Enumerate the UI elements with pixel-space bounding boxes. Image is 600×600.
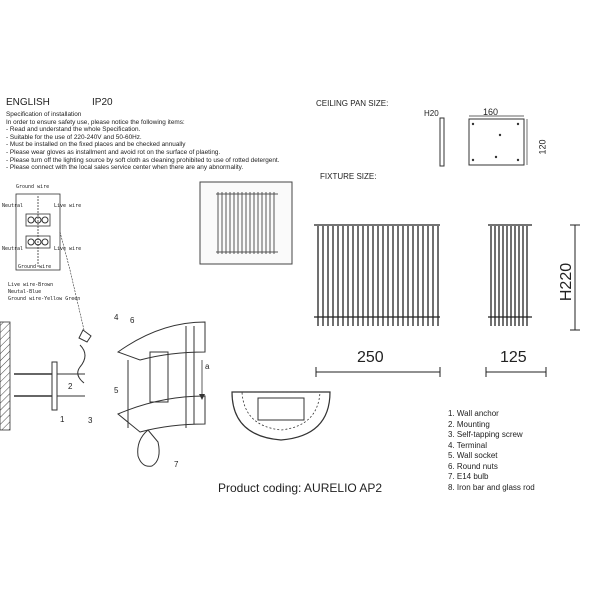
part-item: 8. Iron bar and glass rod xyxy=(448,482,535,492)
instruction-line: - Suitable for the use of 220-240V and 50-60Hz. xyxy=(6,133,142,141)
callout-7: 7 xyxy=(174,460,179,469)
wiring-live-2: Live wire xyxy=(54,246,82,252)
wiring-neutral-2: Neutral xyxy=(2,246,24,252)
part-item: 6. Round nuts xyxy=(448,461,498,471)
wiring-legend-item: Live wire-Brown xyxy=(8,282,54,288)
wiring-legend xyxy=(8,282,80,303)
language-label: ENGLISH xyxy=(6,97,50,108)
instruction-line: - Please wear gloves as installment and avoid rot on the surface of plaeting. xyxy=(6,148,221,156)
fixture-front-view xyxy=(314,225,440,326)
ceiling-pan-side xyxy=(440,118,444,166)
parts-list xyxy=(448,409,535,493)
part-item: 3. Self-tapping screw xyxy=(448,430,523,439)
top-view-plate xyxy=(232,392,330,440)
fixture-height: H220 xyxy=(558,262,576,302)
callout-1: 1 xyxy=(60,415,65,424)
e14-bulb xyxy=(138,430,159,466)
callout-5: 5 xyxy=(114,386,119,395)
callout-3: 3 xyxy=(88,416,93,425)
part-item: 1. Wall anchor xyxy=(448,409,499,418)
ip-rating: IP20 xyxy=(92,97,113,108)
wiring-live: Live wire xyxy=(54,203,82,209)
ceiling-pan-d: 120 xyxy=(537,139,548,155)
part-item: 5. Wall socket xyxy=(448,451,498,460)
wiring-ground-top: Ground wire xyxy=(16,184,50,190)
instruction-line: - Please connect with the local sales service center when there are any abnormality. xyxy=(6,164,244,172)
bottom-frame xyxy=(118,396,205,432)
fixture-depth: 125 xyxy=(500,349,527,366)
instructions-intro: In order to ensure safety use, please notice the following items: xyxy=(6,118,185,126)
fixture-width: 250 xyxy=(357,349,384,366)
wiring-legend-item: Neutal-Blue xyxy=(8,289,42,295)
instruction-line: - Please turn off the lighting source by soft cloth as cleaning prohibited to use of rotted detergent. xyxy=(6,156,280,164)
ceiling-pan-h: H20 xyxy=(424,109,439,118)
wires xyxy=(78,345,85,383)
product-coding: Product coding: AURELIO AP2 xyxy=(218,481,383,495)
wiring-neutral: Neutral xyxy=(2,203,24,209)
wall xyxy=(0,322,10,430)
instruction-line: - Read and understand the whole Specification. xyxy=(6,126,141,134)
ceiling-pan-front xyxy=(469,119,524,165)
instruction-line: - Must be installed on the fixed places and be checked annually xyxy=(6,141,186,149)
part-item: 2. Mounting xyxy=(448,419,490,429)
part-item: 7. E14 bulb xyxy=(448,472,489,481)
wiring-ground-bottom: Ground wire xyxy=(18,264,52,270)
fixture-size-title: FIXTURE SIZE: xyxy=(320,172,377,181)
wiring-legend-item: Ground wire-Yellow Green xyxy=(8,296,81,302)
instructions-title: Specification of installation xyxy=(6,111,82,118)
fixture-side-view xyxy=(488,225,532,326)
top-frame xyxy=(118,322,205,360)
callout-4: 4 xyxy=(114,313,119,322)
lamp-socket xyxy=(150,352,168,402)
ceiling-pan-title: CEILING PAN SIZE: xyxy=(316,99,389,108)
callout-6: 6 xyxy=(130,316,135,325)
terminal xyxy=(79,330,91,342)
ceiling-pan-w: 160 xyxy=(483,107,499,117)
part-item: 4. Terminal xyxy=(448,440,487,450)
mounting-plate xyxy=(52,362,57,410)
callout-a: a xyxy=(205,362,210,371)
callout-2: 2 xyxy=(68,382,73,391)
